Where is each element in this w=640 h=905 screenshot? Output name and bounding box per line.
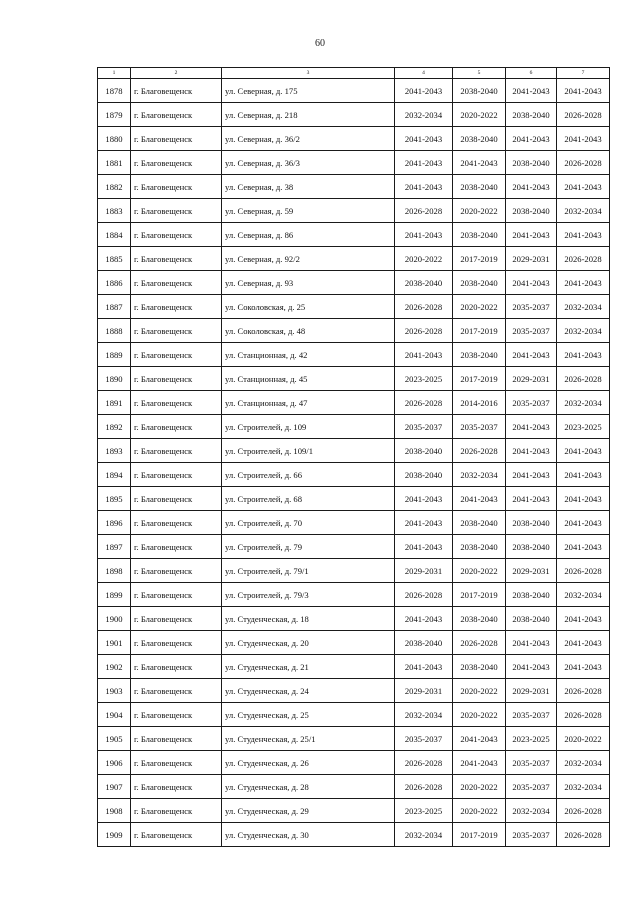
period-col4-cell: 2032-2034: [395, 103, 453, 127]
period-col7-cell: 2041-2043: [557, 175, 610, 199]
period-col6-cell: 2041-2043: [506, 79, 557, 103]
table-row: [98, 103, 610, 127]
row-number: 1897: [98, 535, 131, 559]
period-col5-cell: 2017-2019: [453, 319, 506, 343]
period-col6-cell: 2041-2043: [506, 631, 557, 655]
period-col4-cell: 2038-2040: [395, 631, 453, 655]
period-col6-cell: 2038-2040: [506, 511, 557, 535]
row-number: 1903: [98, 679, 131, 703]
address-cell: ул. Станционная, д. 45: [222, 367, 395, 391]
period-col6-cell: 2041-2043: [506, 463, 557, 487]
period-col6-cell: 2035-2037: [506, 751, 557, 775]
address-cell: ул. Станционная, д. 42: [222, 343, 395, 367]
period-col4-cell: 2035-2037: [395, 415, 453, 439]
period-col6-cell: 2041-2043: [506, 439, 557, 463]
city-cell: г. Благовещенск: [131, 799, 222, 823]
period-col4-cell: 2026-2028: [395, 295, 453, 319]
period-col7-cell: 2026-2028: [557, 247, 610, 271]
city-cell: г. Благовещенск: [131, 463, 222, 487]
period-col5-cell: 2038-2040: [453, 271, 506, 295]
address-cell: ул. Студенческая, д. 24: [222, 679, 395, 703]
period-col7-cell: 2032-2034: [557, 199, 610, 223]
period-col7-cell: 2041-2043: [557, 223, 610, 247]
address-cell: ул. Северная, д. 59: [222, 199, 395, 223]
table-row: [98, 271, 610, 295]
row-number: 1887: [98, 295, 131, 319]
address-cell: ул. Северная, д. 93: [222, 271, 395, 295]
period-col5-cell: 2026-2028: [453, 439, 506, 463]
period-col7-cell: 2026-2028: [557, 103, 610, 127]
period-col6-cell: 2038-2040: [506, 535, 557, 559]
period-col7-cell: 2041-2043: [557, 607, 610, 631]
table-row: [98, 703, 610, 727]
table-row: [98, 199, 610, 223]
row-number: 1889: [98, 343, 131, 367]
city-cell: г. Благовещенск: [131, 703, 222, 727]
period-col7-cell: 2041-2043: [557, 439, 610, 463]
city-cell: г. Благовещенск: [131, 223, 222, 247]
city-cell: г. Благовещенск: [131, 199, 222, 223]
address-cell: ул. Строителей, д. 79: [222, 535, 395, 559]
period-col4-cell: 2041-2043: [395, 511, 453, 535]
table-row: [98, 391, 610, 415]
city-cell: г. Благовещенск: [131, 559, 222, 583]
city-cell: г. Благовещенск: [131, 319, 222, 343]
table-row: [98, 679, 610, 703]
table-row: [98, 439, 610, 463]
period-col6-cell: 2035-2037: [506, 775, 557, 799]
row-number: 1893: [98, 439, 131, 463]
period-col6-cell: 2041-2043: [506, 127, 557, 151]
period-col7-cell: 2032-2034: [557, 319, 610, 343]
table-row: [98, 343, 610, 367]
period-col7-cell: 2041-2043: [557, 487, 610, 511]
address-cell: ул. Северная, д. 175: [222, 79, 395, 103]
period-col6-cell: 2041-2043: [506, 487, 557, 511]
period-col5-cell: 2020-2022: [453, 199, 506, 223]
row-number: 1899: [98, 583, 131, 607]
row-number: 1905: [98, 727, 131, 751]
period-col4-cell: 2026-2028: [395, 199, 453, 223]
address-cell: ул. Северная, д. 86: [222, 223, 395, 247]
period-col5-cell: 2038-2040: [453, 511, 506, 535]
city-cell: г. Благовещенск: [131, 439, 222, 463]
table-row: [98, 511, 610, 535]
table-row: [98, 79, 610, 103]
address-cell: ул. Соколовская, д. 25: [222, 295, 395, 319]
city-cell: г. Благовещенск: [131, 631, 222, 655]
period-col4-cell: 2026-2028: [395, 775, 453, 799]
period-col4-cell: 2041-2043: [395, 223, 453, 247]
city-cell: г. Благовещенск: [131, 127, 222, 151]
period-col5-cell: 2017-2019: [453, 823, 506, 847]
address-cell: ул. Северная, д. 38: [222, 175, 395, 199]
row-number: 1891: [98, 391, 131, 415]
period-col6-cell: 2041-2043: [506, 175, 557, 199]
row-number: 1884: [98, 223, 131, 247]
period-col7-cell: 2041-2043: [557, 343, 610, 367]
table-row: [98, 247, 610, 271]
period-col6-cell: 2029-2031: [506, 559, 557, 583]
period-col4-cell: 2020-2022: [395, 247, 453, 271]
city-cell: г. Благовещенск: [131, 391, 222, 415]
address-cell: ул. Северная, д. 36/2: [222, 127, 395, 151]
address-cell: ул. Строителей, д. 66: [222, 463, 395, 487]
period-col4-cell: 2041-2043: [395, 607, 453, 631]
row-number: 1906: [98, 751, 131, 775]
table-row: [98, 487, 610, 511]
address-cell: ул. Северная, д. 36/3: [222, 151, 395, 175]
period-col4-cell: 2041-2043: [395, 655, 453, 679]
period-col5-cell: 2038-2040: [453, 175, 506, 199]
address-cell: ул. Студенческая, д. 28: [222, 775, 395, 799]
period-col5-cell: 2041-2043: [453, 487, 506, 511]
column-number-row: [98, 68, 610, 79]
period-col7-cell: 2041-2043: [557, 631, 610, 655]
table-body: [98, 68, 610, 847]
period-col6-cell: 2035-2037: [506, 703, 557, 727]
period-col4-cell: 2023-2025: [395, 367, 453, 391]
period-col7-cell: 2041-2043: [557, 463, 610, 487]
city-cell: г. Благовещенск: [131, 679, 222, 703]
period-col5-cell: 2041-2043: [453, 151, 506, 175]
row-number: 1908: [98, 799, 131, 823]
column-number: 7: [557, 68, 610, 79]
period-col7-cell: 2026-2028: [557, 679, 610, 703]
period-col7-cell: 2026-2028: [557, 703, 610, 727]
period-col6-cell: 2029-2031: [506, 367, 557, 391]
address-cell: ул. Строителей, д. 79/1: [222, 559, 395, 583]
city-cell: г. Благовещенск: [131, 511, 222, 535]
city-cell: г. Благовещенск: [131, 175, 222, 199]
row-number: 1901: [98, 631, 131, 655]
table-row: [98, 583, 610, 607]
table-row: [98, 223, 610, 247]
period-col6-cell: 2035-2037: [506, 295, 557, 319]
period-col4-cell: 2038-2040: [395, 271, 453, 295]
address-cell: ул. Студенческая, д. 20: [222, 631, 395, 655]
period-col5-cell: 2038-2040: [453, 535, 506, 559]
address-cell: ул. Строителей, д. 68: [222, 487, 395, 511]
table-row: [98, 175, 610, 199]
period-col6-cell: 2041-2043: [506, 655, 557, 679]
table-row: [98, 655, 610, 679]
column-number: 5: [453, 68, 506, 79]
city-cell: г. Благовещенск: [131, 103, 222, 127]
row-number: 1885: [98, 247, 131, 271]
city-cell: г. Благовещенск: [131, 487, 222, 511]
table-row: [98, 295, 610, 319]
city-cell: г. Благовещенск: [131, 367, 222, 391]
period-col4-cell: 2029-2031: [395, 559, 453, 583]
address-cell: ул. Студенческая, д. 21: [222, 655, 395, 679]
period-col5-cell: 2032-2034: [453, 463, 506, 487]
period-col5-cell: 2020-2022: [453, 295, 506, 319]
table-row: [98, 775, 610, 799]
period-col6-cell: 2038-2040: [506, 583, 557, 607]
period-col4-cell: 2032-2034: [395, 823, 453, 847]
period-col6-cell: 2041-2043: [506, 271, 557, 295]
column-number: 6: [506, 68, 557, 79]
row-number: 1890: [98, 367, 131, 391]
period-col7-cell: 2041-2043: [557, 127, 610, 151]
period-col4-cell: 2026-2028: [395, 391, 453, 415]
period-col7-cell: 2032-2034: [557, 775, 610, 799]
city-cell: г. Благовещенск: [131, 751, 222, 775]
period-col5-cell: 2020-2022: [453, 799, 506, 823]
period-col5-cell: 2038-2040: [453, 607, 506, 631]
period-col7-cell: 2023-2025: [557, 415, 610, 439]
period-col5-cell: 2038-2040: [453, 223, 506, 247]
page-number: 60: [315, 38, 325, 49]
table-row: [98, 559, 610, 583]
address-cell: ул. Студенческая, д. 25/1: [222, 727, 395, 751]
document-table: [97, 67, 610, 847]
period-col6-cell: 2041-2043: [506, 343, 557, 367]
city-cell: г. Благовещенск: [131, 151, 222, 175]
period-col6-cell: 2035-2037: [506, 391, 557, 415]
period-col4-cell: 2041-2043: [395, 151, 453, 175]
address-cell: ул. Студенческая, д. 30: [222, 823, 395, 847]
period-col4-cell: 2023-2025: [395, 799, 453, 823]
period-col6-cell: 2035-2037: [506, 823, 557, 847]
period-col7-cell: 2041-2043: [557, 79, 610, 103]
period-col4-cell: 2041-2043: [395, 343, 453, 367]
period-col7-cell: 2026-2028: [557, 823, 610, 847]
period-col5-cell: 2020-2022: [453, 679, 506, 703]
city-cell: г. Благовещенск: [131, 415, 222, 439]
period-col6-cell: 2032-2034: [506, 799, 557, 823]
period-col7-cell: 2041-2043: [557, 271, 610, 295]
table-row: [98, 367, 610, 391]
row-number: 1878: [98, 79, 131, 103]
period-col7-cell: 2026-2028: [557, 559, 610, 583]
row-number: 1898: [98, 559, 131, 583]
row-number: 1894: [98, 463, 131, 487]
table-row: [98, 823, 610, 847]
row-number: 1895: [98, 487, 131, 511]
table-row: [98, 127, 610, 151]
period-col5-cell: 2014-2016: [453, 391, 506, 415]
period-col4-cell: 2026-2028: [395, 583, 453, 607]
city-cell: г. Благовещенск: [131, 607, 222, 631]
column-number: 1: [98, 68, 131, 79]
row-number: 1886: [98, 271, 131, 295]
period-col4-cell: 2041-2043: [395, 79, 453, 103]
column-number: 3: [222, 68, 395, 79]
period-col6-cell: 2038-2040: [506, 151, 557, 175]
address-cell: ул. Строителей, д. 79/3: [222, 583, 395, 607]
period-col7-cell: 2041-2043: [557, 511, 610, 535]
table-row: [98, 631, 610, 655]
period-col4-cell: 2041-2043: [395, 175, 453, 199]
city-cell: г. Благовещенск: [131, 247, 222, 271]
period-col7-cell: 2026-2028: [557, 799, 610, 823]
period-col5-cell: 2038-2040: [453, 343, 506, 367]
period-col5-cell: 2020-2022: [453, 775, 506, 799]
city-cell: г. Благовещенск: [131, 775, 222, 799]
period-col5-cell: 2017-2019: [453, 247, 506, 271]
row-number: 1879: [98, 103, 131, 127]
city-cell: г. Благовещенск: [131, 583, 222, 607]
period-col4-cell: 2038-2040: [395, 439, 453, 463]
address-cell: ул. Строителей, д. 70: [222, 511, 395, 535]
address-cell: ул. Станционная, д. 47: [222, 391, 395, 415]
city-cell: г. Благовещенск: [131, 823, 222, 847]
column-number: 2: [131, 68, 222, 79]
table-row: [98, 463, 610, 487]
row-number: 1904: [98, 703, 131, 727]
period-col5-cell: 2041-2043: [453, 727, 506, 751]
address-cell: ул. Строителей, д. 109/1: [222, 439, 395, 463]
table-row: [98, 751, 610, 775]
period-col4-cell: 2041-2043: [395, 535, 453, 559]
period-col5-cell: 2026-2028: [453, 631, 506, 655]
address-cell: ул. Студенческая, д. 18: [222, 607, 395, 631]
row-number: 1900: [98, 607, 131, 631]
period-col6-cell: 2029-2031: [506, 679, 557, 703]
period-col6-cell: 2038-2040: [506, 103, 557, 127]
city-cell: г. Благовещенск: [131, 271, 222, 295]
address-cell: ул. Студенческая, д. 25: [222, 703, 395, 727]
period-col6-cell: 2041-2043: [506, 223, 557, 247]
row-number: 1907: [98, 775, 131, 799]
city-cell: г. Благовещенск: [131, 727, 222, 751]
row-number: 1896: [98, 511, 131, 535]
row-number: 1881: [98, 151, 131, 175]
period-col4-cell: 2038-2040: [395, 463, 453, 487]
row-number: 1883: [98, 199, 131, 223]
row-number: 1888: [98, 319, 131, 343]
city-cell: г. Благовещенск: [131, 79, 222, 103]
period-col7-cell: 2020-2022: [557, 727, 610, 751]
period-col5-cell: 2020-2022: [453, 559, 506, 583]
period-col5-cell: 2035-2037: [453, 415, 506, 439]
period-col7-cell: 2026-2028: [557, 367, 610, 391]
row-number: 1892: [98, 415, 131, 439]
period-col5-cell: 2038-2040: [453, 127, 506, 151]
period-col5-cell: 2041-2043: [453, 751, 506, 775]
period-col4-cell: 2026-2028: [395, 319, 453, 343]
period-col4-cell: 2035-2037: [395, 727, 453, 751]
row-number: 1909: [98, 823, 131, 847]
period-col5-cell: 2038-2040: [453, 79, 506, 103]
row-number: 1902: [98, 655, 131, 679]
period-col6-cell: 2029-2031: [506, 247, 557, 271]
period-col4-cell: 2026-2028: [395, 751, 453, 775]
table-row: [98, 319, 610, 343]
city-cell: г. Благовещенск: [131, 535, 222, 559]
address-cell: ул. Строителей, д. 109: [222, 415, 395, 439]
address-cell: ул. Северная, д. 218: [222, 103, 395, 127]
city-cell: г. Благовещенск: [131, 343, 222, 367]
city-cell: г. Благовещенск: [131, 655, 222, 679]
address-cell: ул. Студенческая, д. 26: [222, 751, 395, 775]
period-col7-cell: 2026-2028: [557, 151, 610, 175]
period-col6-cell: 2041-2043: [506, 415, 557, 439]
period-col7-cell: 2032-2034: [557, 751, 610, 775]
period-col5-cell: 2017-2019: [453, 583, 506, 607]
period-col4-cell: 2041-2043: [395, 127, 453, 151]
period-col7-cell: 2041-2043: [557, 535, 610, 559]
period-col7-cell: 2032-2034: [557, 583, 610, 607]
table-row: [98, 415, 610, 439]
address-cell: ул. Соколовская, д. 48: [222, 319, 395, 343]
period-col7-cell: 2032-2034: [557, 295, 610, 319]
table-row: [98, 727, 610, 751]
table-row: [98, 607, 610, 631]
period-col5-cell: 2020-2022: [453, 703, 506, 727]
period-col7-cell: 2041-2043: [557, 655, 610, 679]
address-cell: ул. Студенческая, д. 29: [222, 799, 395, 823]
table-row: [98, 799, 610, 823]
table-row: [98, 535, 610, 559]
row-number: 1880: [98, 127, 131, 151]
period-col5-cell: 2017-2019: [453, 367, 506, 391]
row-number: 1882: [98, 175, 131, 199]
period-col7-cell: 2032-2034: [557, 391, 610, 415]
period-col4-cell: 2032-2034: [395, 703, 453, 727]
period-col6-cell: 2038-2040: [506, 607, 557, 631]
table-row: [98, 151, 610, 175]
period-col4-cell: 2029-2031: [395, 679, 453, 703]
period-col6-cell: 2023-2025: [506, 727, 557, 751]
column-number: 4: [395, 68, 453, 79]
period-col5-cell: 2038-2040: [453, 655, 506, 679]
city-cell: г. Благовещенск: [131, 295, 222, 319]
period-col5-cell: 2020-2022: [453, 103, 506, 127]
period-col4-cell: 2041-2043: [395, 487, 453, 511]
period-col6-cell: 2035-2037: [506, 319, 557, 343]
address-cell: ул. Северная, д. 92/2: [222, 247, 395, 271]
period-col6-cell: 2038-2040: [506, 199, 557, 223]
